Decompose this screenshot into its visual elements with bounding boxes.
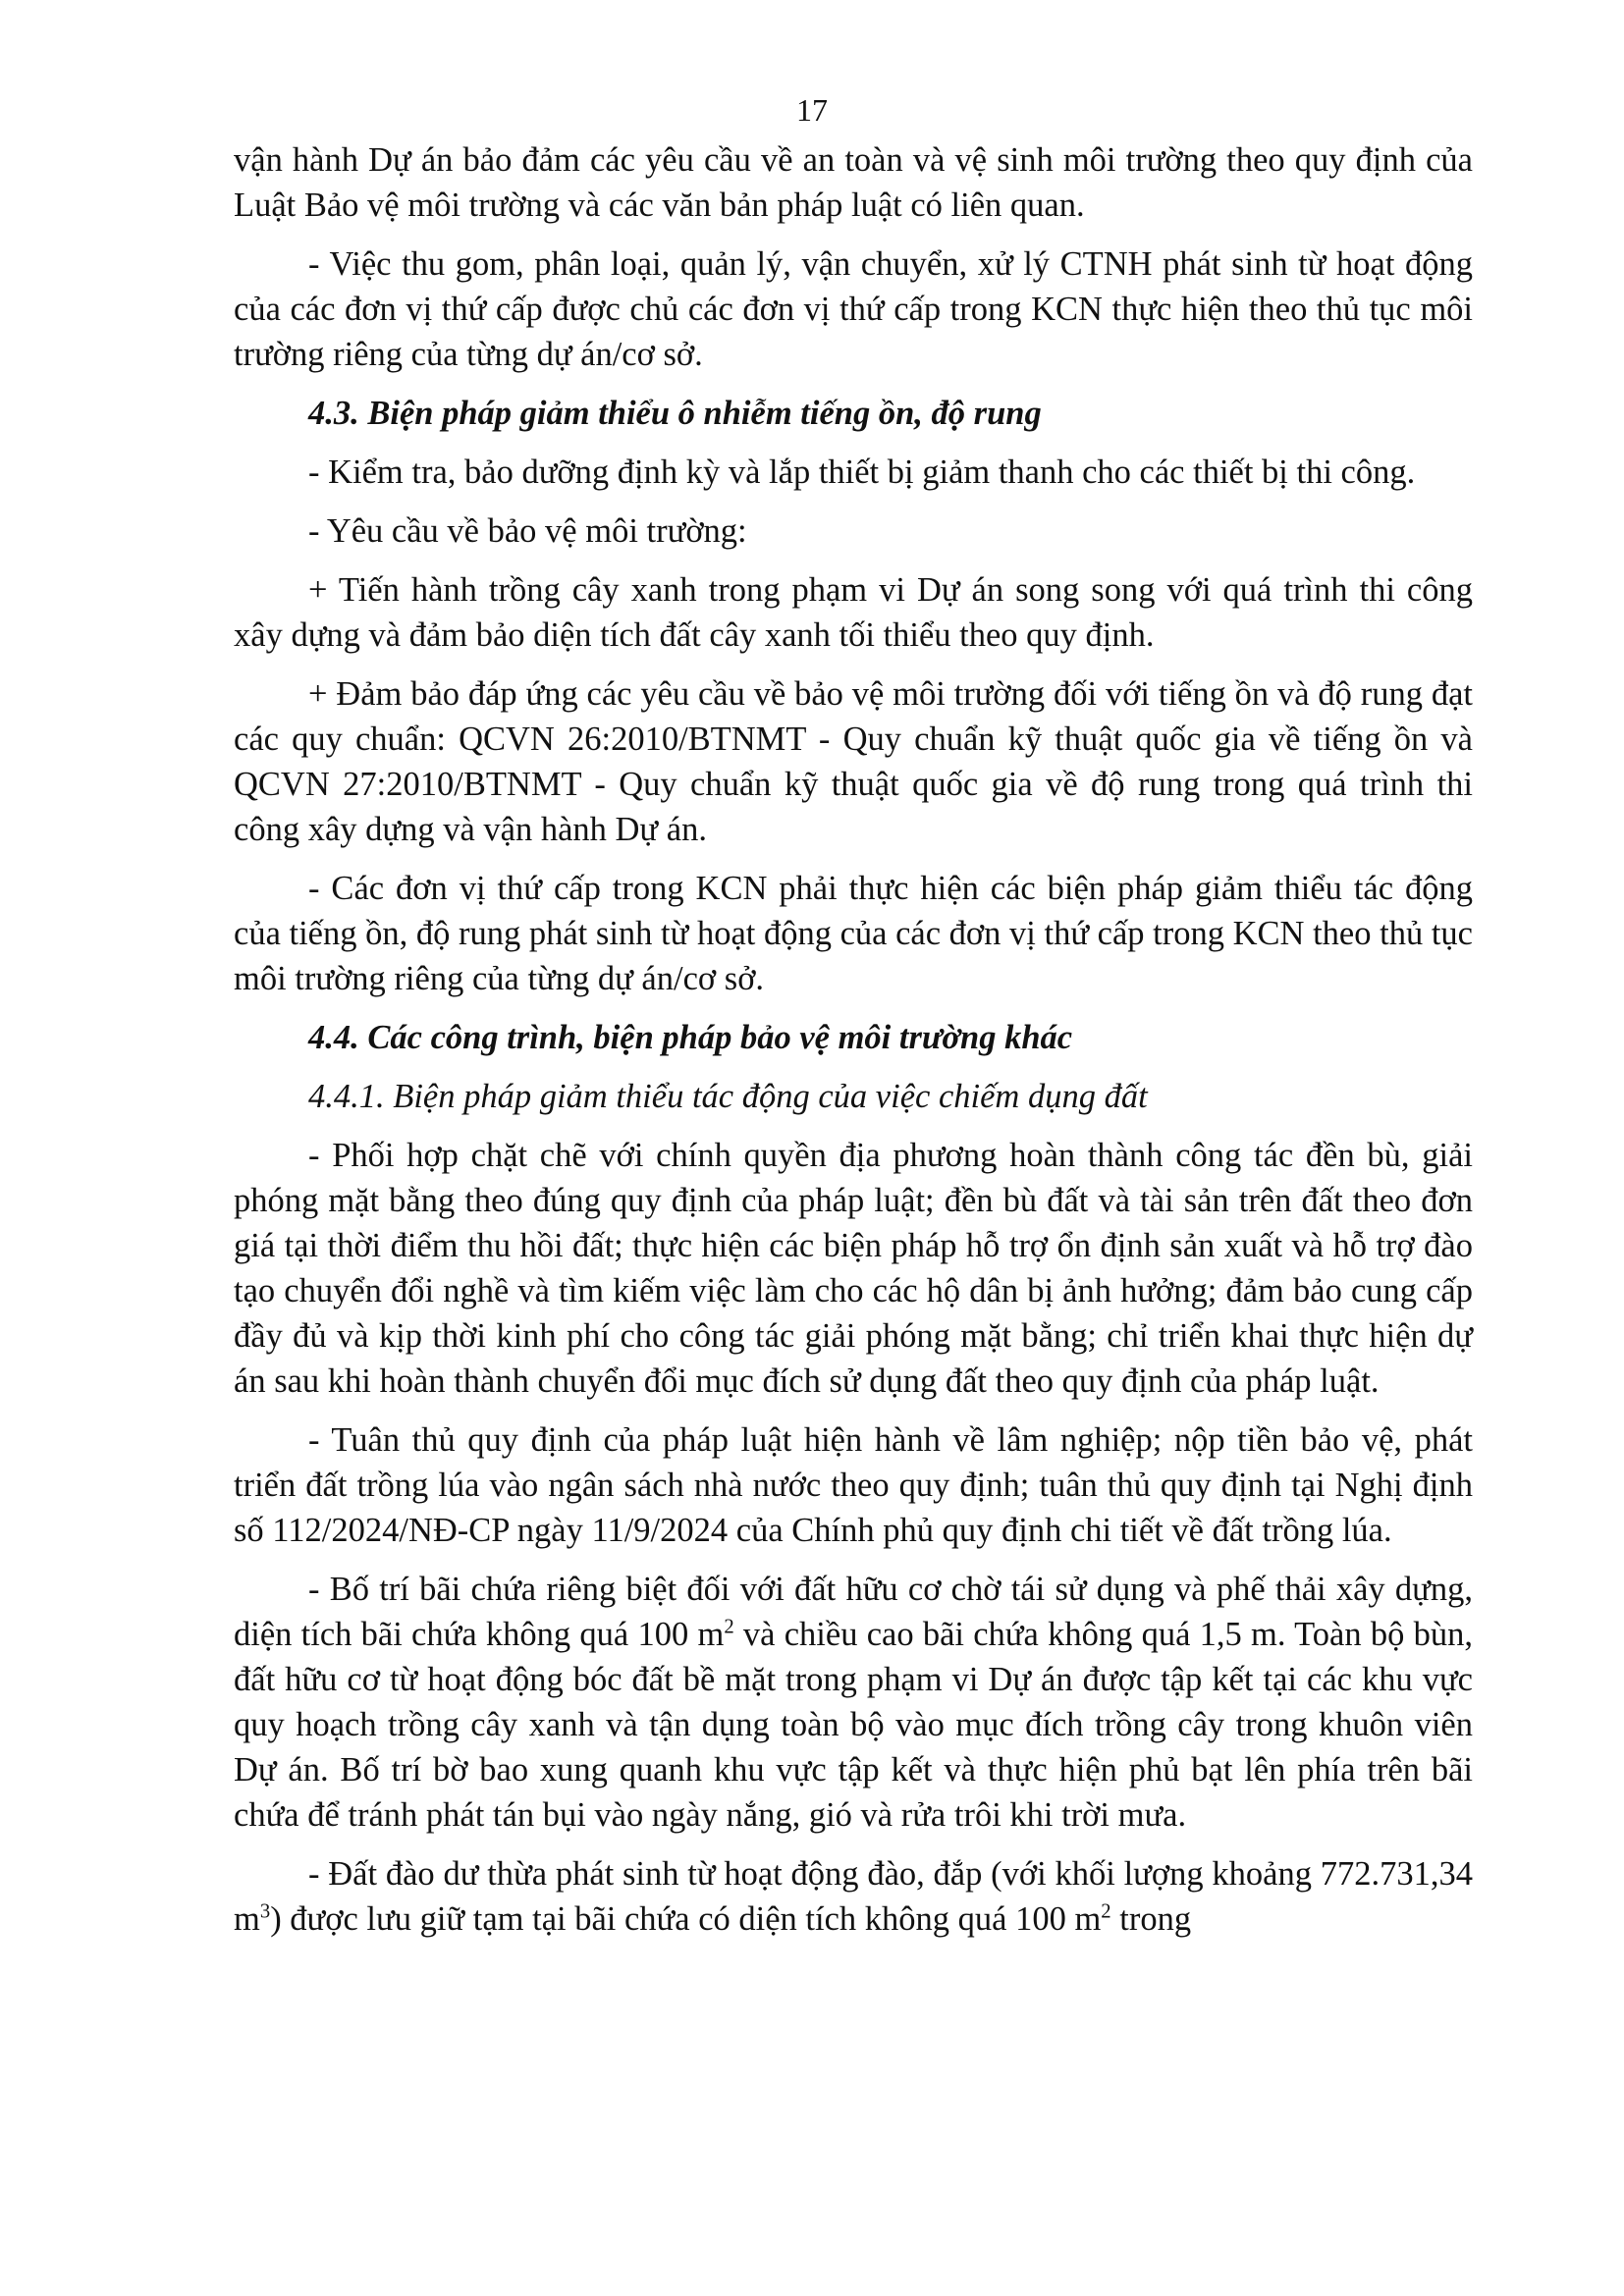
superscript-3: 3 (259, 1900, 271, 1923)
paragraph-tree-planting: + Tiến hành trồng cây xanh trong phạm vi Dự án song song với quá trình thi công xây dựng và đảm bảo diện tích đất cây xanh tối thiểu theo quy định. (234, 571, 1473, 654)
paragraph-hazardous-waste: - Việc thu gom, phân loại, quản lý, vận chuyển, xử lý CTNH phát sinh từ hoạt động của các đơn vị thứ cấp được chủ các đơn vị thứ cấp trong KCN thực hiện theo thủ tục môi trường riêng của từng dự án/cơ sở. (234, 245, 1473, 373)
excess-text-a: - Đất đào dư thừa phát sinh từ hoạt động đào, đắp (với khối lượng khoảng 772.731,34 m (234, 1855, 1473, 1938)
subsection-heading-4-4-1: 4.4.1. Biện pháp giảm thiểu tác động của việc chiếm dụng đất (308, 1078, 1148, 1115)
paragraph-excess-soil (234, 1851, 1473, 1942)
superscript-2: 2 (724, 1616, 734, 1638)
paragraph-equipment-maintenance: - Kiểm tra, bảo dưỡng định kỳ và lắp thiết bị giảm thanh cho các thiết bị thi công. (308, 454, 1416, 491)
section-heading-4-4: 4.4. Các công trình, biện pháp bảo vệ môi trường khác (308, 1019, 1073, 1056)
section-heading-4-3: 4.3. Biện pháp giảm thiểu ô nhiễm tiếng ồn, độ rung (308, 395, 1042, 432)
storage-text-a: - Bố trí bãi chứa riêng biệt đối với đất hữu cơ chờ tái sử dụng và phế thải xây dựng, diện tích bãi chứa không quá 100 m (234, 1571, 1473, 1653)
page-number: 17 (796, 92, 828, 128)
paragraph-storage-yard (234, 1567, 1473, 1838)
storage-text-b: và chiều cao bãi chứa không quá 1,5 m. Toàn bộ bùn, đất hữu cơ từ hoạt động bóc đất bề mặt trong phạm vi Dự án được tập kết tại các khu vực quy hoạch trồng cây xanh và tận dụng toàn bộ vào mục đích trồng cây trong khuôn viên Dự án. Bố trí bờ bao xung quanh khu vực tập kết và thực hiện phủ bạt lên phía trên bãi chứa để tránh phát tán bụi vào ngày nắng, gió và rửa trôi khi trời mưa. (234, 1616, 1473, 1834)
excess-text-c: trong (1110, 1900, 1192, 1938)
paragraph-noise-standards: + Đảm bảo đáp ứng các yêu cầu về bảo vệ môi trường đối với tiếng ồn và độ rung đạt các quy chuẩn: QCVN 26:2010/BTNMT - Quy chuẩn kỹ thuật quốc gia về tiếng ồn và QCVN 27:2010/BTNMT - Quy chuẩn kỹ thuật quốc gia về độ rung trong quá trình thi công xây dựng và vận hành Dự án. (234, 675, 1473, 848)
paragraph-land-clearance: - Phối hợp chặt chẽ với chính quyền địa phương hoàn thành công tác đền bù, giải phóng mặt bằng theo đúng quy định của pháp luật; đền bù đất và tài sản trên đất theo đơn giá tại thời điểm thu hồi đất; thực hiện các biện pháp hỗ trợ ổn định sản xuất và hỗ trợ đào tạo chuyển đổi nghề và tìm kiếm việc làm cho các hộ dân bị ảnh hưởng; đảm bảo cung cấp đầy đủ và kịp thời kinh phí cho công tác giải phóng mặt bằng; chỉ triển khai thực hiện dự án sau khi hoàn thành chuyển đổi mục đích sử dụng đất theo quy định của pháp luật. (234, 1137, 1473, 1400)
paragraph-continuation: vận hành Dự án bảo đảm các yêu cầu về an toàn và vệ sinh môi trường theo quy định của Luật Bảo vệ môi trường và các văn bản pháp luật có liên quan. (234, 141, 1473, 224)
excess-text-b: ) được lưu giữ tạm tại bãi chứa có diện tích không quá 100 m (270, 1900, 1102, 1938)
page-body (234, 137, 1473, 1942)
superscript-2b: 2 (1101, 1900, 1111, 1923)
paragraph-forestry-compliance: - Tuân thủ quy định của pháp luật hiện hành về lâm nghiệp; nộp tiền bảo vệ, phát triển đất trồng lúa vào ngân sách nhà nước theo quy định; tuân thủ quy định tại Nghị định số 112/2024/NĐ-CP ngày 11/9/2024 của Chính phủ quy định chi tiết về đất trồng lúa. (234, 1421, 1473, 1549)
paragraph-secondary-units-noise: - Các đơn vị thứ cấp trong KCN phải thực hiện các biện pháp giảm thiểu tác động của tiếng ồn, độ rung phát sinh từ hoạt động của các đơn vị thứ cấp trong KCN theo thủ tục môi trường riêng của từng dự án/cơ sở. (234, 870, 1473, 997)
paragraph-env-requirements: - Yêu cầu về bảo vệ môi trường: (308, 512, 747, 550)
